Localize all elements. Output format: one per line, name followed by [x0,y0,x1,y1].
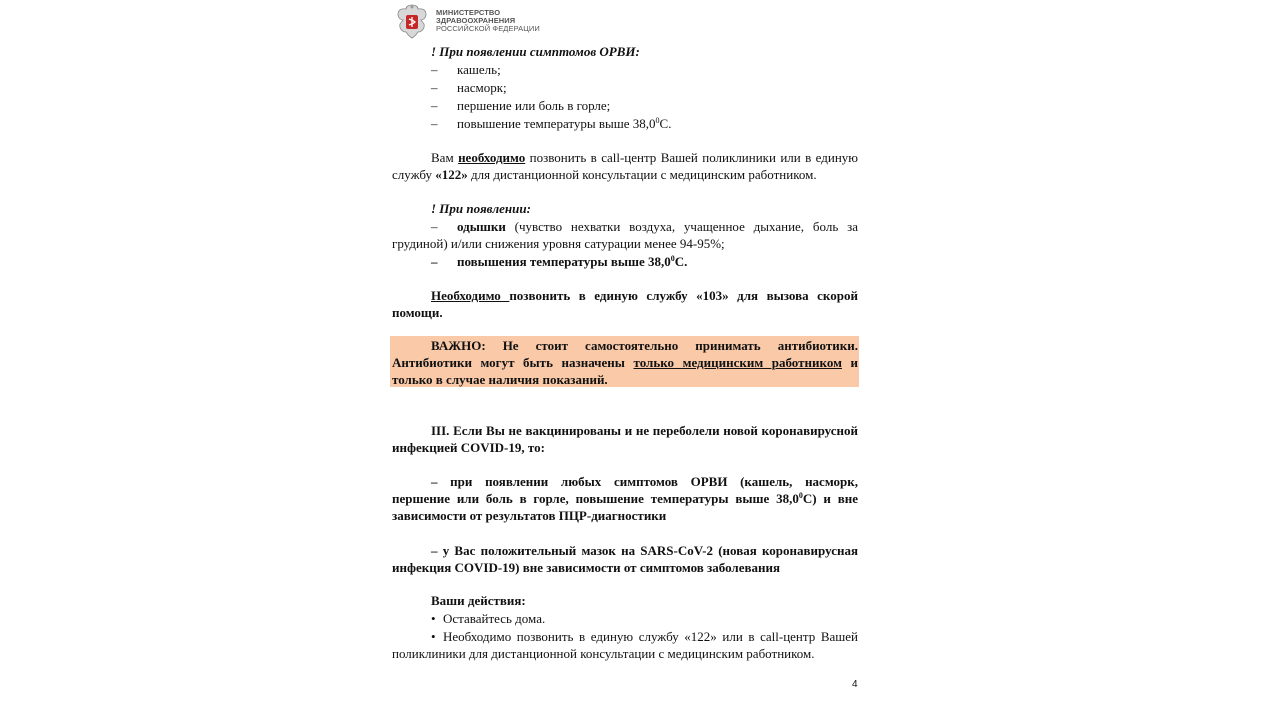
section3-item1-line3: зависимости от результатов ПЦР-диагностики [392,508,667,523]
dash-marker: – [431,116,438,131]
section3-heading-line2: инфекцией COVID-19, то: [392,440,545,455]
action-item-stay-home: Оставайтесь дома. [443,611,546,626]
important-line1: ВАЖНО: Не стоит самостоятельно принимать антибиотики. [431,338,858,353]
dash-marker: – [431,98,438,113]
symptom-item: насморк; [457,80,507,95]
bullet-marker: • [431,629,436,644]
section3-item2-line2: инфекция COVID-19) вне зависимости от симптомов заболевания [392,560,780,575]
ambulance-paragraph-line2: помощи. [392,305,443,320]
dyspnea-item: одышки (чувство нехватки воздуха, учащенное дыхание, боль за [457,219,858,234]
symptom-item: першение или боль в горле; [457,98,611,113]
appearance-heading: ! При появлении: [431,201,531,216]
dash-marker: – [431,254,438,269]
ambulance-paragraph-line1: Необходимо позвонить в единую службу «103» для вызова скорой [431,288,858,303]
symptom-item-temperature: повышение температуры выше 38,0$^0$С. [457,116,672,131]
page-number: 4 [852,679,858,690]
call-paragraph-line1: Вам необходимо позвонить в call-центр Вашей поликлиники или в единую [431,150,858,165]
emblem-icon [394,2,430,40]
important-line3: только в случае наличия показаний. [392,372,608,387]
action-item-call-line1: Необходимо позвонить в единую службу «122» или в call-центр Вашей [443,629,858,644]
call-paragraph-line2: службу «122» для дистанционной консультации с медицинским работником. [392,167,817,182]
action-item-call-line2: поликлиники для дистанционной консультации с медицинским работником. [392,646,815,661]
actions-heading: Ваши действия: [431,593,526,608]
symptoms-heading: ! При появлении симптомов ОРВИ: [431,44,640,59]
symptom-item: кашель; [457,62,501,77]
section3-heading-line1: III. Если Вы не вакцинированы и не переболели новой коронавирусной [431,423,858,438]
logo-line-2: ЗДРАВООХРАНЕНИЯ [436,16,516,25]
logo-line-1: МИНИСТЕРСТВО [436,8,501,17]
section3-item2-line1: – у Вас положительный мазок на SARS-CoV-2 (новая коронавирусная [431,543,858,558]
dyspnea-item-line2: грудиной) и/или снижения уровня сатурации менее 94-95%; [392,236,725,251]
ministry-logo [394,2,540,40]
bullet-marker: • [431,611,436,626]
dash-marker: – [431,62,438,77]
section3-item1-line1: – при появлении любых симптомов ОРВИ (кашель, насморк, [431,474,858,489]
dash-marker: – [431,80,438,95]
high-temperature-item: повышения температуры выше 38,0$^0$С. [457,254,688,269]
logo-line-3: РОССИЙСКОЙ ФЕДЕРАЦИИ [436,24,540,33]
dash-marker: – [431,219,438,234]
section3-item1-line2: першение или боль в горле, повышение температуры выше 38,0$^0$С) и вне [392,491,858,506]
important-line2: Антибиотики могут быть назначены только медицинским работником и [392,355,858,370]
